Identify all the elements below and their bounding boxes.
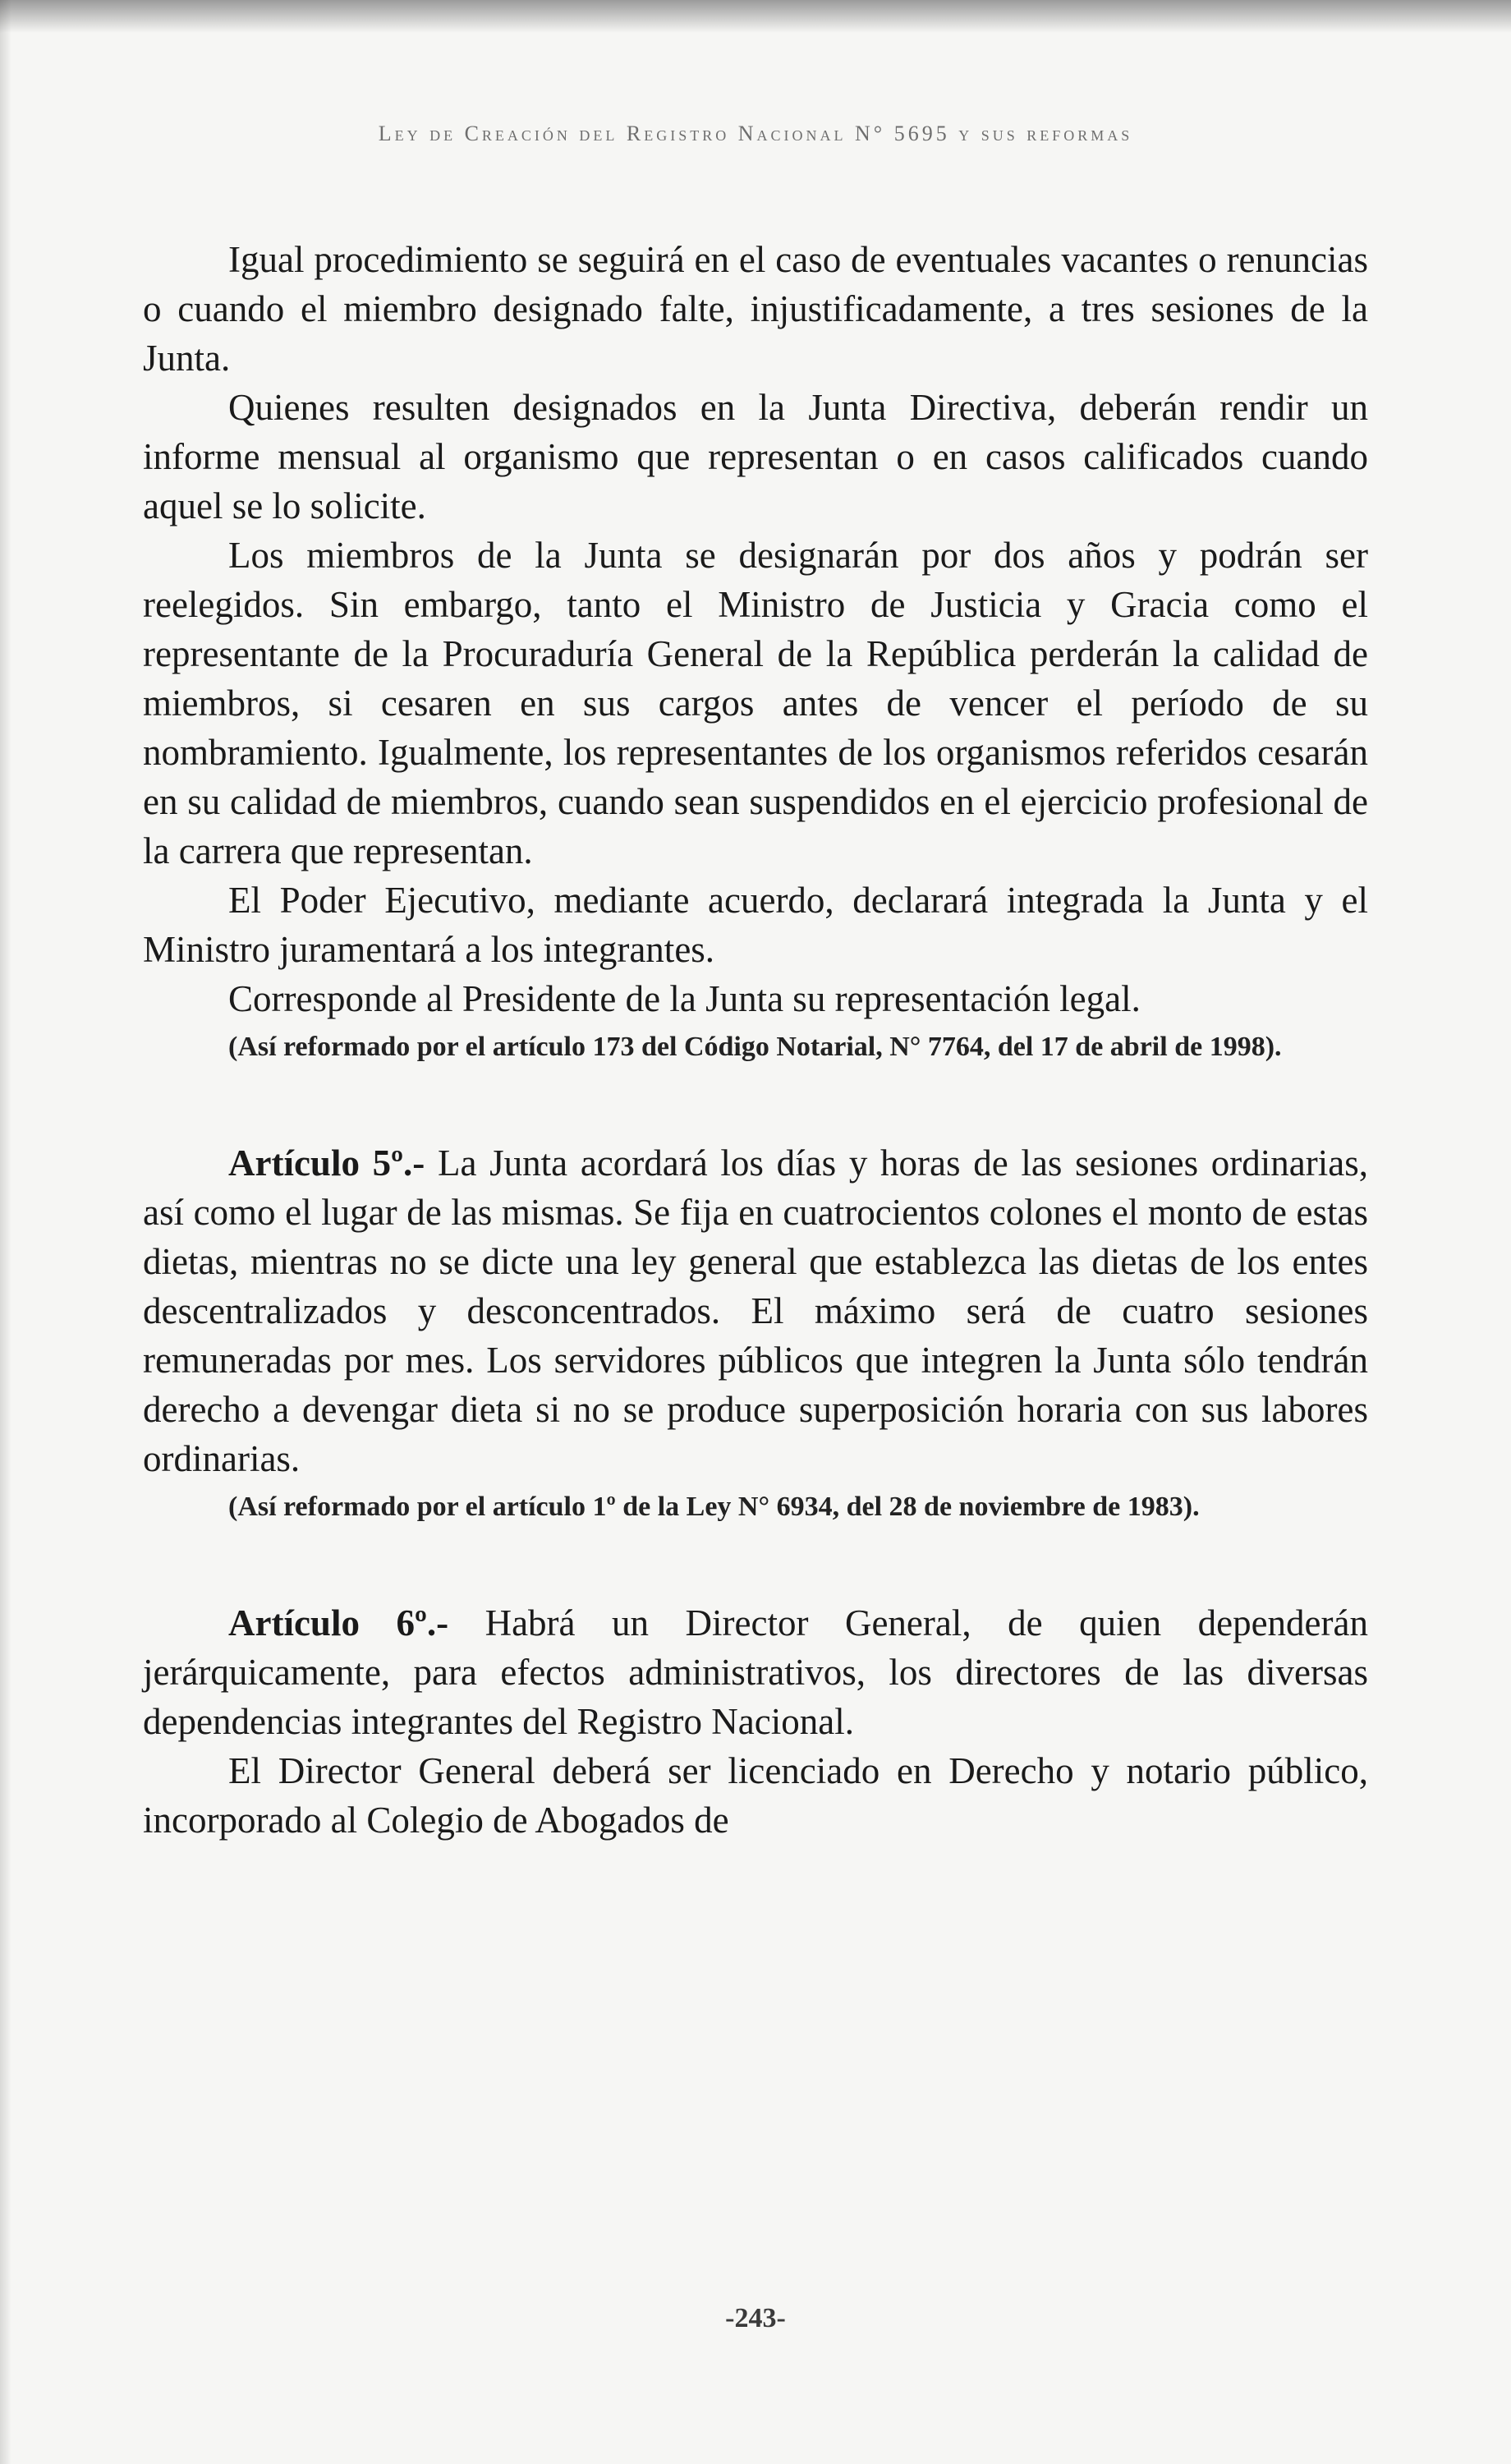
reform-note-1: (Así reformado por el artículo 173 del Código Notarial, N° 7764, del 17 de abril de 1998). <box>228 1032 1282 1062</box>
paragraph-term-of-members: Los miembros de la Junta se designarán por dos años y podrán ser reelegidos. Sin embargo, tanto el Ministro de Justicia y Gracia como el representante de la Procuraduría General de la República perderán la calidad de miembros, si cesaren en sus cargos antes de vencer el período de su nombramiento. Igualmente, los representantes de los organismos referidos cesarán en su calidad de miembros, cuando sean suspendidos en el ejercicio profesional de la carrera que representan. <box>143 535 1368 871</box>
article-6-text: Habrá un Director General, de quien dependerán jerárquicamente, para efectos administrativos, los directores de las diversas dependencias integrantes del Registro Nacional. <box>143 1602 1368 1742</box>
paragraph-vacancies: Igual procedimiento se seguirá en el caso de eventuales vacantes o renuncias o cuando el miembro designado falte, injustificadamente, a tres sesiones de la Junta. <box>143 239 1368 379</box>
page-number: -243- <box>725 2303 786 2333</box>
paragraph-executive-agreement: El Poder Ejecutivo, mediante acuerdo, declarará integrada la Junta y el Ministro juramentará a los integrantes. <box>143 880 1368 970</box>
page-body <box>143 235 1368 1845</box>
paragraph-director-requirements: El Director General deberá ser licenciado en Derecho y notario público, incorporado al Colegio de Abogados de <box>143 1750 1368 1841</box>
article-5-text: La Junta acordará los días y horas de las sesiones ordinarias, así como el lugar de las mismas. Se fija en cuatrocientos colones el monto de estas dietas, mientras no se dicte una ley general que establezca las dietas de los entes descentralizados y desconcentrados. El máximo será de cuatro sesiones remuneradas por mes. Los servidores públicos que integren la Junta sólo tendrán derecho a devengar dieta si no se produce superposición horaria con sus labores ordinarias. <box>143 1142 1368 1479</box>
running-header: Ley de Creación del Registro Nacional N° 5695 y sus reformas <box>378 122 1133 145</box>
article-6-label: Artículo 6º.- <box>228 1602 449 1643</box>
article-5-label: Artículo 5º.- <box>228 1142 425 1184</box>
paragraph-monthly-report: Quienes resulten designados en la Junta Directiva, deberán rendir un informe mensual al organismo que representan o en casos calificados cuando aquel se lo solicite. <box>143 387 1368 526</box>
paragraph-legal-representation: Corresponde al Presidente de la Junta su representación legal. <box>228 978 1141 1019</box>
article-6 <box>143 1598 1368 1746</box>
section-gap <box>143 1068 1368 1138</box>
page-left-shadow <box>0 0 11 2464</box>
reform-note-2: (Así reformado por el artículo 1º de la Ley N° 6934, del 28 de noviembre de 1983). <box>228 1492 1200 1522</box>
article-5 <box>143 1138 1368 1483</box>
section-gap <box>143 1528 1368 1598</box>
page-top-shadow <box>0 0 1511 33</box>
